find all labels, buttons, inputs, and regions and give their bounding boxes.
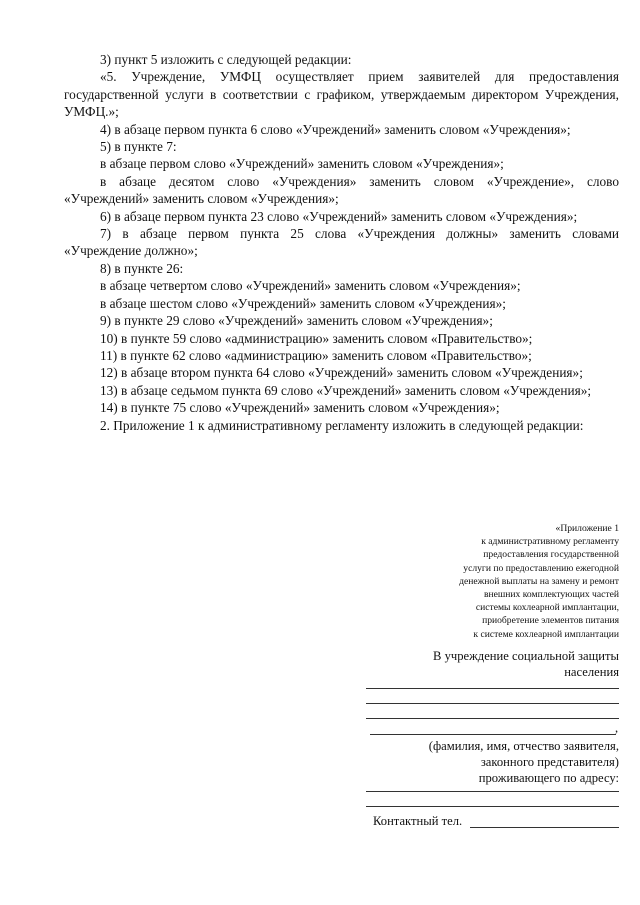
paragraph-item-7: 7) в абзаце первом пункта 25 слова «Учреждения должны» заменить словами «Учреждение должно»; [64, 226, 619, 259]
paragraph-item-5-first: в абзаце первом слово «Учреждений» заменить словом «Учреждения»; [100, 156, 504, 172]
attachment-line: приобретение элементов питания [482, 615, 619, 627]
applicant-name-line[interactable] [366, 688, 619, 689]
caption-line: (фамилия, имя, отчество заявителя, [428, 739, 619, 753]
paragraph-item-13: 13) в абзаце седьмом пункта 69 слово «Учреждений» заменить словом «Учреждения»; [100, 382, 592, 398]
paragraph-item-5-tenth: в абзаце десятом слово «Учреждения» заменить словом «Учреждение», слово «Учреждений» заменить словом «Учреждения»; [64, 173, 619, 207]
paragraph-item-8-sixth: в абзаце шестом слово «Учреждений» заменить словом «Учреждения»; [100, 295, 506, 311]
paragraph-item-9: 9) в пункте 29 слово «Учреждений» заменить словом «Учреждения»; [100, 313, 493, 329]
contact-phone-line[interactable] [470, 827, 619, 828]
paragraph-item-5: 5) в пункте 7: [100, 139, 177, 155]
applicant-name-line[interactable] [366, 718, 619, 719]
applicant-name-line[interactable] [366, 703, 619, 704]
attachment-header [384, 522, 619, 641]
paragraph-item-10: 10) в пункте 59 слово «администрацию» заменить словом «Правительство»; [100, 330, 533, 346]
paragraph-point-2: 2. Приложение 1 к административному регламенту изложить в следующей редакции: [100, 417, 584, 433]
address-line[interactable] [366, 791, 619, 792]
attachment-line: внешних комплектующих частей [483, 589, 619, 601]
addressee-line: населения [564, 665, 619, 679]
attachment-line: денежной выплаты на замену и ремонт [459, 575, 619, 587]
paragraph-item-4: 4) в абзаце первом пункта 6 слово «Учреждений» заменить словом «Учреждения»; [100, 121, 571, 137]
paragraph-item-3: 3) пункт 5 изложить с следующей редакции: [100, 52, 352, 67]
paragraph-item-8: 8) в пункте 26: [100, 260, 184, 276]
paragraph-item-8-fourth: в абзаце четвертом слово «Учреждений» заменить словом «Учреждения»; [100, 278, 521, 294]
attachment-line: системы кохлеарной имплантации, [475, 602, 619, 614]
paragraph-item-5-text: «5. Учреждение, УМФЦ осуществляет прием заявителей для предоставления государственной услуги в соответствии с графиком, утверждаемым директором Учреждения, УМФЦ.»; [64, 69, 619, 120]
trailing-comma: , [615, 721, 619, 735]
applicant-caption [330, 738, 619, 786]
attachment-line: услуги по предоставлению ежегодной [463, 562, 619, 574]
attachment-line: предоставления государственной [483, 549, 619, 561]
paragraph-item-6: 6) в абзаце первом пункта 23 слово «Учреждений» заменить словом «Учреждения»; [100, 208, 578, 224]
addressee-block [300, 648, 619, 680]
contact-label: Контактный тел. [373, 814, 463, 828]
paragraph-item-14: 14) в пункте 75 слово «Учреждений» заменить словом «Учреждения»; [100, 400, 500, 416]
paragraph-item-11: 11) в пункте 62 слово «администрацию» заменить словом «Правительство»; [100, 347, 532, 363]
attachment-line: к системе кохлеарной имплантации [473, 628, 619, 640]
amendments-text [64, 51, 619, 434]
attachment-line: «Приложение 1 [555, 523, 619, 534]
addressee-line: В учреждение социальной защиты [433, 649, 619, 663]
caption-line: законного представителя) [480, 755, 619, 769]
applicant-name-line[interactable] [370, 734, 616, 735]
paragraph-item-12: 12) в абзаце втором пункта 64 слово «Учреждений» заменить словом «Учреждения»; [100, 365, 583, 381]
address-line[interactable] [366, 806, 619, 807]
attachment-line: к административному регламенту [481, 536, 619, 548]
caption-line: проживающего по адресу: [478, 771, 619, 785]
